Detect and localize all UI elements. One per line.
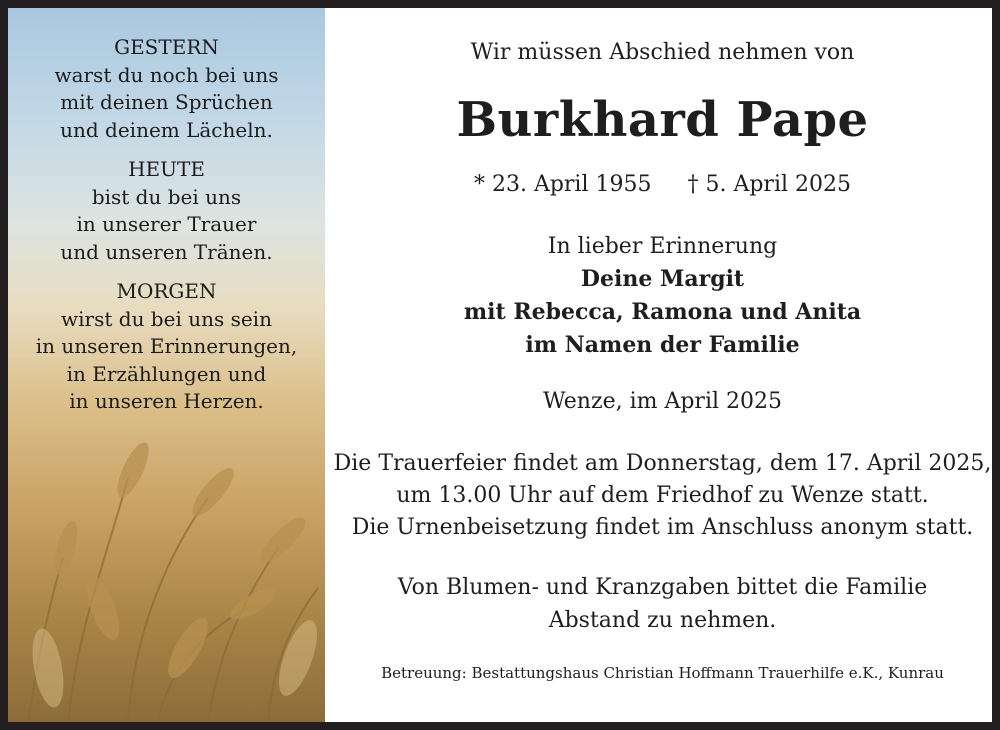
death-date: † 5. April 2025: [687, 172, 852, 197]
life-dates: [325, 172, 1000, 197]
notice-text: [325, 8, 1000, 722]
stanza-line: warst du noch bei uns: [54, 62, 279, 87]
mourner-line: im Namen der Familie: [525, 332, 800, 358]
mourners-block: [325, 230, 1000, 362]
memory-intro: In lieber Erinnerung: [547, 234, 778, 259]
service-line: um 13.00 Uhr auf dem Friedhof zu Wenze statt.: [396, 483, 929, 508]
place-date: Wenze, im April 2025: [542, 389, 783, 414]
service-line: Die Trauerfeier findet am Donnerstag, dem 17. April 2025,: [333, 451, 992, 476]
birth-date: * 23. April 1955: [473, 172, 652, 197]
stanza-line: in Erzählungen und: [66, 361, 267, 386]
mourner-line: mit Rebecca, Ramona und Anita: [463, 299, 862, 325]
stanza-heading: MORGEN: [116, 279, 217, 303]
poem-stanza-yesterday: [8, 34, 325, 144]
mourner-line: Deine Margit: [580, 266, 745, 292]
service-line: Die Urnenbeisetzung findet im Anschluss anonym statt.: [351, 515, 974, 540]
deceased-name: Burkhard Pape: [456, 92, 869, 148]
funeral-home-credit: Betreuung: Bestattungshaus Christian Hoffmann Trauerhilfe e.K., Kunrau: [381, 664, 944, 682]
stanza-line: in unseren Herzen.: [69, 389, 264, 413]
stanza-line: bist du bei uns: [91, 184, 242, 209]
stanza-heading: HEUTE: [128, 157, 205, 181]
stanza-line: und deinem Lächeln.: [60, 117, 273, 142]
wheat-field-image: [8, 8, 325, 722]
service-info: [325, 448, 1000, 544]
flowers-request: [325, 571, 1000, 637]
stanza-heading: GESTERN: [114, 35, 219, 59]
poem-stanza-today: [8, 156, 325, 266]
stanza-line: in unserer Trauer: [76, 212, 257, 236]
flowers-line: Abstand zu nehmen.: [548, 608, 777, 633]
flowers-line: Von Blumen- und Kranzgaben bittet die Familie: [397, 575, 928, 600]
poem-stanza-tomorrow: [8, 278, 325, 416]
stanza-line: in unseren Erinnerungen,: [35, 334, 298, 358]
intro-line: Wir müssen Abschied nehmen von: [470, 40, 855, 65]
stanza-line: und unseren Tränen.: [60, 239, 273, 264]
stanza-line: mit deinen Sprüchen: [60, 90, 273, 114]
stanza-line: wirst du bei uns sein: [61, 306, 272, 331]
poem: [8, 34, 325, 428]
